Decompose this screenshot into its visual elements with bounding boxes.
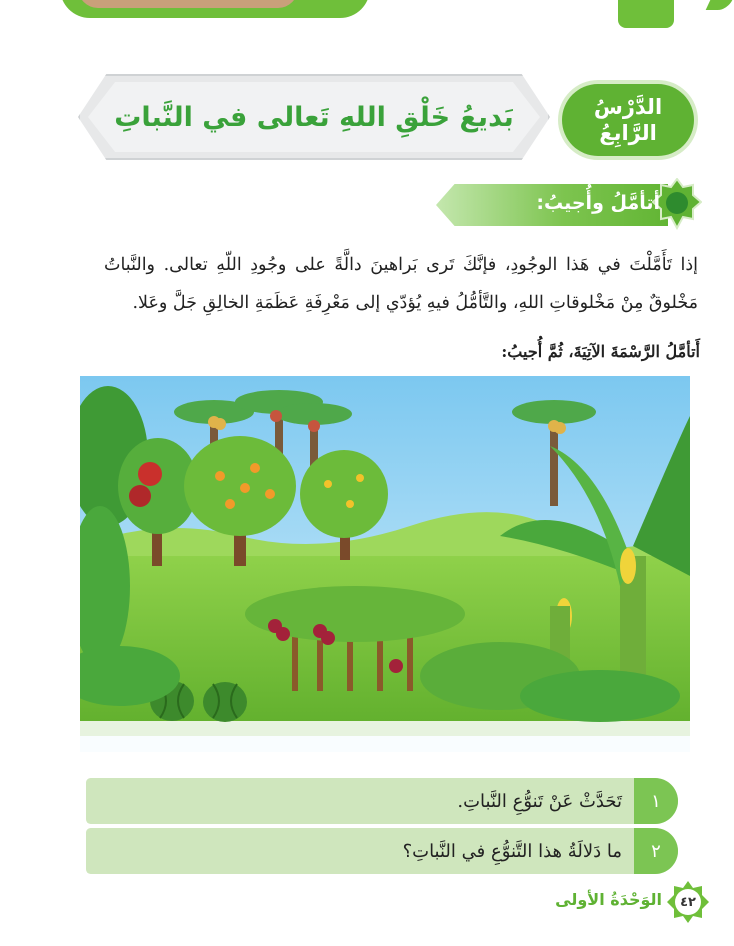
section-title: أتأمَّلُ وأُجيبُ: xyxy=(536,192,660,214)
question-1-text: تَحَدَّثْ عَنْ تَنوُّعِ النَّباتِ. xyxy=(457,790,622,812)
question-1 xyxy=(86,778,678,824)
question-2-text: ما دَلالَةُ هذا التَّنوُّعِ في النَّباتِ؟ xyxy=(402,840,622,862)
top-ornament xyxy=(60,0,370,22)
question-1-number: ١ xyxy=(634,778,678,824)
page-number: ٤٢ xyxy=(680,894,696,910)
lesson-number-badge xyxy=(562,84,694,156)
lesson-badge-line1: الدَّرْسُ xyxy=(593,95,663,119)
plants-garden-illustration xyxy=(80,376,690,752)
lesson-badge-line2: الرَّابِعُ xyxy=(599,121,657,145)
unit-label: الوَحْدَةُ الأولى xyxy=(555,890,662,909)
ornament-band-inner xyxy=(78,0,298,8)
intro-paragraph: إذا تَأَمَّلْتَ في هَذا الوجُودِ، فإنَّكَ تَرى بَراهينَ دالَّةً على وجُودِ اللّهِ تعالى. والنَّباتُ مَخْلوقٌ مِنْ مَخْلوقاتِ اللهِ، والتَّأمُّلُ فيهِ يُؤدّي إلى مَعْرِفَةِ عَظَمَةِ الخالِقِ جَلَّ وعَلا. xyxy=(104,255,698,313)
lesson-title-banner xyxy=(78,74,550,160)
instruction-text: أَتأمَّلُ الرَّسْمَةَ الآتِيَةَ، ثُمَّ أُجيبُ: xyxy=(501,342,700,361)
question-2 xyxy=(86,828,678,874)
corner-decoration-small xyxy=(706,0,733,10)
lesson-title: بَديعُ خَلْقِ اللهِ تَعالى في النَّباتِ xyxy=(114,101,514,133)
question-2-number: ٢ xyxy=(634,828,678,874)
corner-decoration xyxy=(618,0,674,28)
